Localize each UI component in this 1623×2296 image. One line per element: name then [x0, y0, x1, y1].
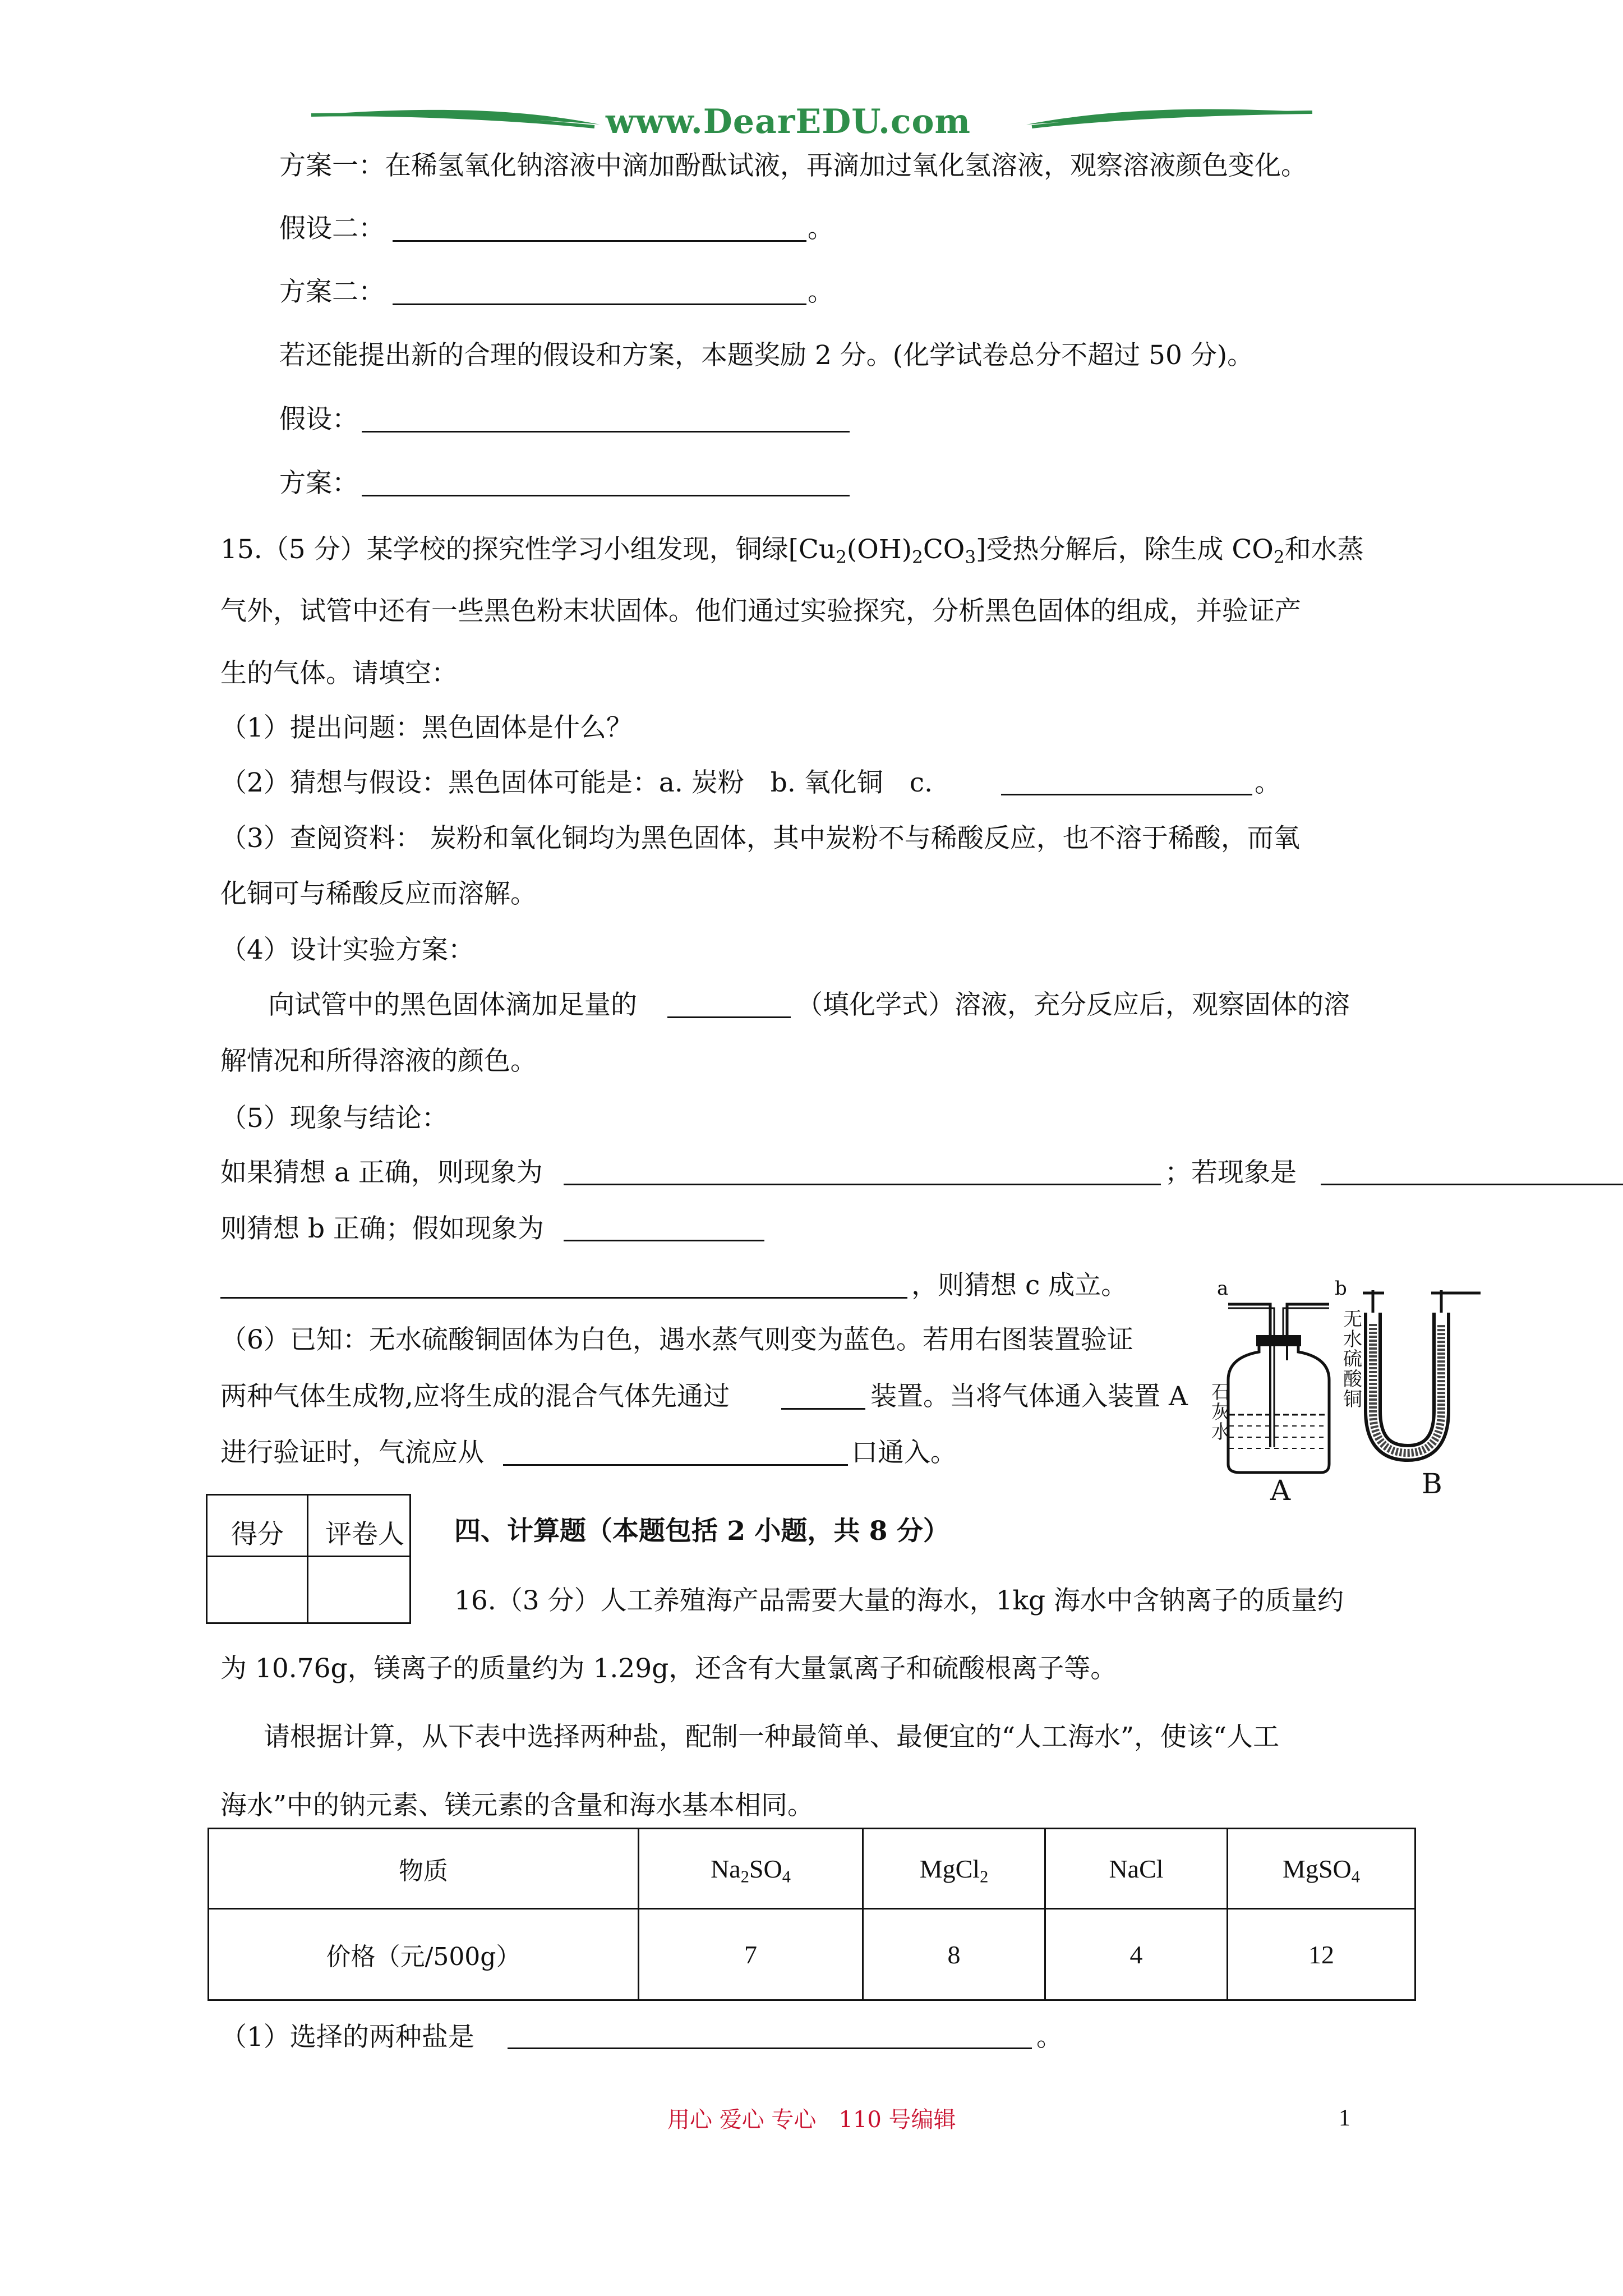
- q15-step5-line3: ，则猜想 c 成立。: [911, 1270, 1128, 1301]
- phenomenon-c-blank-2: [220, 1297, 907, 1299]
- plan-two-period: 。: [808, 277, 834, 307]
- price-cell: 8: [863, 1909, 1045, 2000]
- q15-step4-line1a: 向试管中的黑色固体滴加足量的: [268, 990, 637, 1020]
- q15-step6-line2a: 两种气体生成物,应将生成的混合气体先通过: [220, 1381, 730, 1412]
- price-cell: 4: [1045, 1909, 1228, 2000]
- table-header-row: [209, 1829, 1415, 1909]
- grader-label: 评卷人: [325, 1519, 404, 1550]
- substance-cell: NaCl: [1045, 1829, 1228, 1909]
- hypothesis-label: 假设：: [279, 404, 358, 435]
- plan-two-blank: [393, 303, 806, 305]
- port-a-label: a: [1217, 1277, 1229, 1300]
- hypothesis-two-blank: [393, 240, 806, 242]
- page-number: 1: [1339, 2105, 1350, 2131]
- hypothesis-two-label: 假设二：: [279, 213, 385, 244]
- phenomenon-a-blank: [564, 1184, 1161, 1185]
- anhydrous-copper-sulfate-label: 无水硫酸铜: [1343, 1308, 1362, 1411]
- q16-line4: 海水”中的钠元素、镁元素的含量和海水基本相同。: [220, 1790, 814, 1821]
- site-url: www.DearEDU.com: [606, 102, 971, 141]
- q15-step6-line1: （6）已知：无水硫酸铜固体为白色，遇水蒸气则变为蓝色。若用右图装置验证: [220, 1324, 1133, 1355]
- price-cell: 7: [639, 1909, 863, 2000]
- substance-cell: MgCl$_2$: [863, 1829, 1045, 1909]
- two-salts-period: 。: [1036, 2022, 1063, 2053]
- apparatus-figure: [1211, 1277, 1497, 1507]
- q15-intro-line1: 15.（5 分）某学校的探究性学习小组发现，铜绿$[Cu_2(OH)_2CO_3]$受热分解后，除生成 $CO_2$和水蒸: [220, 534, 1364, 568]
- gas-inlet-blank: [503, 1464, 848, 1466]
- price-cell: 12: [1228, 1909, 1415, 2000]
- footer-text: 用心 爱心 专心 110 号编辑: [667, 2107, 956, 2133]
- q15-step5-line1b: ；若现象是: [1165, 1157, 1297, 1188]
- q16-line3: 请根据计算，从下表中选择两种盐，配制一种最简单、最便宜的“人工海水”，使该“人工: [264, 1722, 1280, 1752]
- q15-step5-line2: 则猜想 b 正确；假如现象为: [220, 1213, 544, 1244]
- q15-step3-line1: （3）查阅资料： 炭粉和氧化铜均为黑色固体，其中炭粉不与稀酸反应，也不溶于稀酸，而氧: [220, 823, 1300, 854]
- section4-title: 四、计算题（本题包括 2 小题，共 8 分）: [454, 1516, 949, 1547]
- hypothesis-two-period: 。: [808, 213, 834, 244]
- bonus-text: 若还能提出新的合理的假设和方案，本题奖励 2 分。(化学试卷总分不超过 50 分)。: [279, 340, 1254, 371]
- formula-blank: [667, 1016, 791, 1018]
- grade-box: [206, 1494, 411, 1624]
- q15-step5-line1a: 如果猜想 a 正确，则现象为: [220, 1157, 543, 1188]
- price-header: 价格（元/500g）: [209, 1909, 639, 2000]
- q16-line1: 16.（3 分）人工养殖海产品需要大量的海水，1kg 海水中含钠离子的质量约: [454, 1585, 1344, 1616]
- site-header: [0, 0, 1623, 151]
- hypothesis-blank: [362, 431, 850, 432]
- q15-step3-line2: 化铜可与稀酸反应而溶解。: [220, 878, 537, 909]
- q15-step6-line3a: 进行验证时，气流应从: [220, 1437, 484, 1468]
- plan-two-label: 方案二：: [279, 277, 385, 307]
- two-salts-blank: [508, 2047, 1032, 2049]
- port-b-label: b: [1335, 1277, 1347, 1300]
- substance-cell: MgSO$_4$: [1228, 1829, 1415, 1909]
- phenomenon-b-blank: [1321, 1184, 1623, 1185]
- q15-step4-line2: 解情况和所得溶液的颜色。: [220, 1046, 537, 1076]
- q15-step6-line2b: 装置。当将气体通入装置 A: [870, 1381, 1188, 1412]
- q15-step4: （4）设计实验方案：: [220, 935, 474, 965]
- table-price-row: [209, 1909, 1415, 2000]
- q15-step4-line1b: （填化学式）溶液，充分反应后，观察固体的溶: [796, 990, 1350, 1020]
- q15-step2: （2）猜想与假设：黑色固体可能是：a. 炭粉 b. 氧化铜 c.: [220, 767, 933, 798]
- price-table: [208, 1828, 1416, 2001]
- score-label: 得分: [231, 1519, 284, 1550]
- q16-subq1: （1）选择的两种盐是: [220, 2022, 474, 2053]
- device-blank: [781, 1408, 865, 1410]
- guess-c-period: 。: [1255, 767, 1281, 798]
- limewater-label: 石灰水: [1211, 1381, 1230, 1444]
- plan-blank: [362, 495, 850, 496]
- guess-c-blank: [1001, 794, 1252, 795]
- substance-header: 物质: [209, 1829, 639, 1909]
- q15-intro-line2: 气外，试管中还有一些黑色粉末状固体。他们通过实验探究，分析黑色固体的组成，并验证产: [220, 596, 1301, 627]
- q16-line2: 为 10.76g，镁离子的质量约为 1.29g，还含有大量氯离子和硫酸根离子等。: [220, 1653, 1117, 1684]
- phenomenon-c-blank-1: [564, 1240, 764, 1241]
- plan-label: 方案：: [279, 468, 358, 499]
- plan-one-text: 方案一：在稀氢氧化钠溶液中滴加酚酞试液，再滴加过氧化氢溶液，观察溶液颜色变化。: [279, 150, 1307, 181]
- q15-step5: （5）现象与结论：: [220, 1103, 448, 1134]
- substance-cell: $Na_2SO_4$: [639, 1829, 863, 1909]
- q15-step1: （1）提出问题：黑色固体是什么？: [220, 712, 633, 743]
- q15-step6-line3b: 口通入。: [851, 1437, 957, 1468]
- device-a-label: A: [1270, 1474, 1291, 1507]
- q15-intro-line3: 生的气体。请填空：: [220, 658, 458, 689]
- device-b-label: B: [1422, 1467, 1442, 1500]
